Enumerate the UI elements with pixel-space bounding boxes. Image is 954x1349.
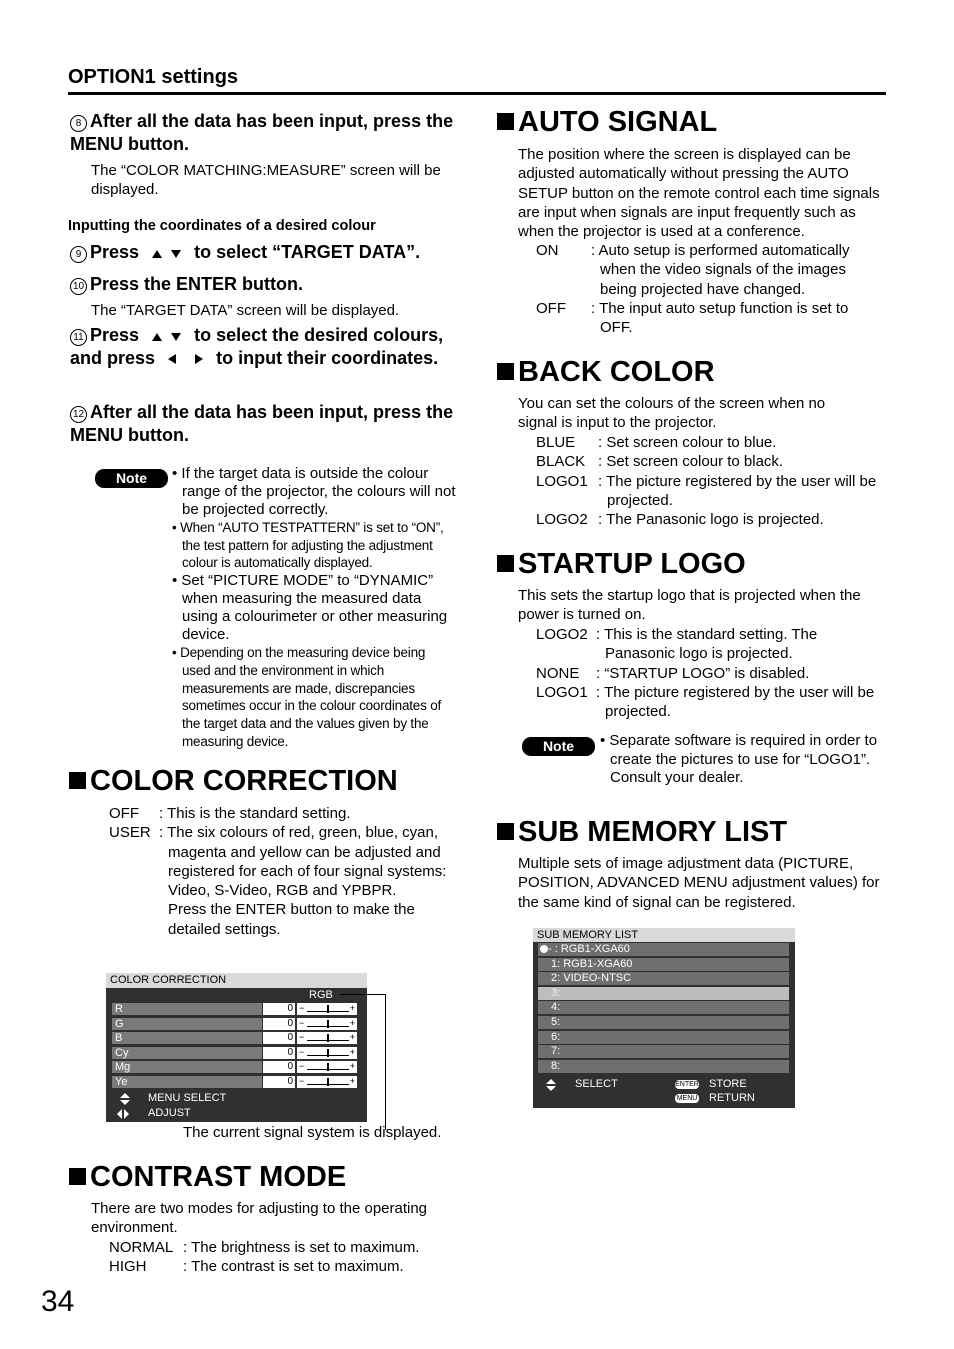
updown-icon — [120, 1093, 130, 1105]
color-correction-osd — [106, 973, 367, 1122]
def-extra: Press the ENTER button to make the detailed settings. — [168, 901, 415, 938]
sub-memory-row[interactable] — [538, 958, 789, 971]
def-key: HIGH — [109, 1258, 147, 1276]
auto-signal-defs — [536, 241, 881, 337]
sub-memory-row-label: 1: RGB1-XGA60 — [551, 957, 633, 970]
minus-icon: − — [299, 1046, 305, 1057]
enter-button-icon: ENTER — [675, 1081, 699, 1088]
section-title: CONTRAST MODE — [90, 1161, 347, 1193]
sub-memory-row[interactable] — [538, 1045, 789, 1058]
square-bullet-icon — [497, 555, 514, 572]
def-row — [109, 823, 461, 900]
step-text-mid: to select the desired colours, and press — [70, 325, 444, 368]
osd-select-label: SELECT — [575, 1078, 618, 1090]
def-value: : Set screen colour to black. — [598, 453, 784, 471]
color-correction-defs — [109, 804, 461, 939]
header-title: OPTION1 settings — [68, 66, 239, 88]
back-color-defs — [536, 433, 881, 529]
def-value: : The picture registered by the user will be projected. — [596, 683, 875, 721]
osd-row-value: 0 — [263, 1047, 295, 1059]
osd-slider[interactable] — [297, 1032, 357, 1044]
sub-memory-row-label: 6: — [551, 1030, 561, 1043]
section-title: SUB MEMORY LIST — [518, 816, 788, 848]
sub-memory-row[interactable] — [538, 1031, 789, 1044]
def-row — [536, 510, 881, 529]
def-row — [109, 1238, 461, 1257]
osd-row-value: 0 — [263, 1076, 295, 1088]
note-label: Note — [95, 469, 168, 488]
plus-icon: + — [349, 1046, 355, 1057]
startup-logo-intro: This sets the startup logo that is projected when the power is turned on. — [518, 587, 861, 624]
step-number: 10 — [70, 278, 87, 295]
osd-row-value: 0 — [263, 1032, 295, 1044]
note-bullets — [172, 465, 457, 750]
updown-icon — [546, 1079, 556, 1091]
def-row — [536, 472, 881, 511]
def-key: NORMAL — [109, 1239, 174, 1256]
minus-icon: − — [299, 1032, 305, 1043]
back-color-heading — [497, 356, 715, 389]
osd-slider[interactable] — [297, 1047, 357, 1059]
contrast-mode-defs — [109, 1238, 461, 1277]
osd-row-cy[interactable] — [112, 1047, 262, 1059]
osd-slider[interactable] — [297, 1061, 357, 1073]
def-value: : The brightness is set to maximum. — [183, 1239, 420, 1256]
plus-icon: + — [349, 1076, 355, 1086]
slider-knob — [327, 1020, 329, 1028]
def-value: : Auto setup is performed automatically when the video signals of the images being projected have changed. — [591, 242, 850, 298]
osd-signal: RGB — [309, 989, 333, 1001]
osd-row-mg[interactable] — [112, 1061, 262, 1073]
def-key: BLACK — [536, 453, 586, 471]
step-text: After all the data has been input, press the MENU button. — [70, 111, 454, 154]
back-color-intro: You can set the colours of the screen when no signal is input to the projector. — [518, 395, 826, 432]
def-key: ON — [536, 242, 559, 259]
startup-logo-heading — [497, 548, 746, 581]
sub-memory-row[interactable] — [538, 987, 789, 1000]
step-8 — [70, 110, 460, 156]
down-arrow-icon — [171, 333, 181, 341]
sub-memory-current-row[interactable] — [538, 943, 789, 956]
def-key: USER — [109, 824, 151, 842]
osd-row-label: Cy — [115, 1046, 129, 1059]
def-key: BLUE — [536, 434, 576, 451]
osd-row-label: G — [115, 1017, 124, 1030]
def-value: : The input auto setup function is set to OFF. — [591, 299, 849, 337]
auto-signal-heading — [497, 106, 717, 139]
osd-row-label: R — [115, 1003, 123, 1015]
osd-row-r[interactable] — [112, 1003, 262, 1015]
sub-memory-row[interactable] — [538, 1001, 789, 1014]
def-value: : The Panasonic logo is projected. — [598, 511, 824, 529]
osd-title-bar — [533, 928, 795, 942]
sub-memory-row-label: 8: — [551, 1059, 561, 1072]
osd-title: COLOR CORRECTION — [110, 974, 227, 986]
callout-line — [340, 994, 385, 995]
step-text: Press the ENTER button. — [90, 274, 304, 294]
def-row — [536, 241, 881, 299]
osd-slider[interactable] — [297, 1076, 357, 1088]
def-row — [109, 1257, 461, 1276]
def-value: : This is the standard setting. The Panasonic logo is projected. — [596, 626, 818, 663]
color-correction-heading — [69, 765, 398, 798]
def-key: LOGO1 — [536, 472, 588, 490]
step-10 — [70, 273, 460, 296]
leftright-icon — [117, 1109, 129, 1119]
section-title: STARTUP LOGO — [518, 548, 746, 580]
sub-memory-heading — [497, 816, 787, 849]
def-value: : The picture registered by the user will be projected. — [598, 472, 877, 509]
menu-button-icon: MENU — [676, 1095, 698, 1102]
def-key: OFF — [109, 805, 139, 822]
page-number: 34 — [41, 1285, 75, 1318]
sub-memory-row[interactable] — [538, 1060, 789, 1073]
minus-icon: − — [299, 1076, 305, 1086]
startup-logo-note: • Separate software is required in order to create the pictures to use for “LOGO1”. Consult your dealer. — [600, 732, 878, 786]
osd-row-b[interactable] — [112, 1032, 262, 1044]
section-title: AUTO SIGNAL — [518, 106, 718, 138]
osd-row-value: 0 — [263, 1003, 295, 1015]
def-row — [109, 804, 461, 823]
step-8-desc: The “COLOR MATCHING:MEASURE” screen will be displayed. — [91, 162, 441, 199]
def-row — [536, 625, 881, 664]
square-bullet-icon — [69, 772, 86, 789]
section-header — [68, 64, 886, 95]
callout-line — [385, 994, 386, 1130]
slider-knob — [327, 1034, 329, 1042]
osd-slider[interactable] — [297, 1018, 357, 1030]
step-12 — [70, 401, 460, 447]
contrast-mode-heading — [69, 1161, 346, 1194]
def-row — [536, 433, 881, 452]
slider-knob — [327, 1049, 329, 1057]
osd-row-value: 0 — [263, 1018, 295, 1030]
osd-caption: The current signal system is displayed. — [183, 1124, 442, 1141]
section-title: BACK COLOR — [518, 356, 715, 388]
slider-knob — [327, 1063, 329, 1071]
step-9 — [70, 241, 460, 264]
plus-icon: + — [349, 1003, 355, 1013]
step-10-desc: The “TARGET DATA” screen will be displayed. — [91, 302, 400, 319]
down-arrow-icon — [171, 250, 181, 258]
minus-icon: − — [299, 1061, 305, 1072]
step-number: 9 — [70, 246, 87, 263]
step-number: 12 — [70, 406, 87, 423]
sub-memory-row[interactable] — [538, 1016, 789, 1029]
step-text-post: to select “TARGET DATA”. — [194, 242, 421, 262]
osd-row-label: Ye — [115, 1076, 128, 1088]
subheading: Inputting the coordinates of a desired colour — [68, 218, 376, 234]
def-key: LOGO1 — [536, 683, 588, 701]
def-value: : Set screen colour to blue. — [598, 434, 777, 451]
osd-row-label: B — [115, 1032, 123, 1045]
step-number: 11 — [70, 329, 87, 346]
plus-icon: + — [349, 1061, 355, 1072]
def-key: OFF — [536, 299, 566, 317]
osd-nav-select: MENU SELECT — [148, 1092, 227, 1104]
sub-memory-row-label: - : RGB1-XGA60 — [548, 943, 630, 955]
sub-memory-row-label: 4: — [551, 1001, 561, 1014]
def-key: LOGO2 — [536, 511, 588, 529]
note-bullet: • Set “PICTURE MODE” to “DYNAMIC” when measuring the measured data using a colourimeter or other measuring device. — [172, 572, 448, 644]
step-text-post: to input their coordinates. — [216, 348, 439, 368]
osd-row-g[interactable] — [112, 1018, 262, 1030]
def-key: NONE — [536, 664, 580, 682]
def-key: LOGO2 — [536, 626, 588, 643]
osd-slider[interactable] — [297, 1003, 357, 1015]
plus-icon: + — [349, 1017, 355, 1028]
osd-row-value: 0 — [263, 1061, 295, 1073]
square-bullet-icon — [497, 823, 514, 840]
step-text-pre: Press — [90, 325, 140, 345]
right-arrow-icon — [195, 354, 203, 364]
up-arrow-icon — [152, 333, 162, 341]
step-text-pre: Press — [90, 242, 140, 262]
note-label: Note — [522, 737, 595, 756]
slider-knob — [327, 1078, 329, 1086]
step-11 — [70, 324, 460, 370]
step-text: After all the data has been input, press the MENU button. — [70, 402, 454, 445]
auto-signal-intro: The position where the screen is displayed can be adjusted automatically without pressing the AUTO SETUP button on the remote control each time signals are input when signals are input frequently such as when the projector is used at a conference. — [518, 146, 880, 241]
def-value: : The six colours of red, green, blue, cyan, magenta and yellow can be adjusted and registered for each of four signal systems: Video, S-Video, RGB and YPBPR. — [159, 824, 447, 900]
osd-title: SUB MEMORY LIST — [537, 929, 639, 941]
contrast-mode-intro: There are two modes for adjusting to the operating environment. — [91, 1200, 428, 1237]
sub-memory-row-label: 5: — [551, 1016, 561, 1028]
startup-logo-defs — [536, 625, 881, 721]
osd-row-label: Mg — [115, 1061, 131, 1074]
osd-row-ye[interactable] — [112, 1076, 262, 1088]
step-number: 8 — [70, 115, 87, 132]
section-title: COLOR CORRECTION — [90, 765, 398, 797]
sub-memory-row-label: 3: — [551, 986, 561, 999]
sub-memory-row[interactable] — [538, 972, 789, 985]
def-value: : This is the standard setting. — [159, 805, 351, 822]
def-value: : “STARTUP LOGO” is disabled. — [596, 664, 810, 682]
up-arrow-icon — [152, 250, 162, 258]
slider-knob — [327, 1005, 329, 1013]
def-row — [536, 683, 881, 722]
def-value: : The contrast is set to maximum. — [183, 1258, 404, 1276]
note-bullet: • Depending on the measuring device being used and the environment in which measurements are made, discrepancies sometimes occur in the colour coordinates of the target data and the values given by the measuring device. — [172, 645, 442, 749]
square-bullet-icon — [497, 113, 514, 130]
def-row — [536, 452, 881, 471]
minus-icon: − — [299, 1003, 305, 1013]
square-bullet-icon — [497, 363, 514, 380]
osd-nav-adjust: ADJUST — [148, 1107, 191, 1119]
osd-return-label: RETURN — [709, 1092, 755, 1104]
osd-store-label: STORE — [709, 1078, 747, 1090]
note-bullet: • If the target data is outside the colour range of the projector, the colours will not be projected correctly. — [172, 465, 456, 518]
osd-title-bar — [106, 973, 367, 988]
left-arrow-icon — [168, 354, 176, 364]
minus-icon: − — [299, 1017, 305, 1028]
sub-memory-row-label: 2: VIDEO-NTSC — [551, 972, 632, 985]
sub-memory-intro: Multiple sets of image adjustment data (PICTURE, POSITION, ADVANCED MENU adjustment values) for the same kind of signal can be registered. — [518, 855, 880, 911]
plus-icon: + — [349, 1032, 355, 1043]
current-indicator-icon — [540, 945, 548, 953]
note-bullet: • When “AUTO TESTPATTERN” is set to “ON”, the test pattern for adjusting the adjustment colour is automatically displayed. — [172, 520, 444, 571]
sub-memory-osd — [533, 928, 795, 1108]
sub-memory-row-label: 7: — [551, 1045, 561, 1058]
square-bullet-icon — [69, 1168, 86, 1185]
def-row — [536, 299, 881, 338]
def-row — [536, 664, 881, 683]
